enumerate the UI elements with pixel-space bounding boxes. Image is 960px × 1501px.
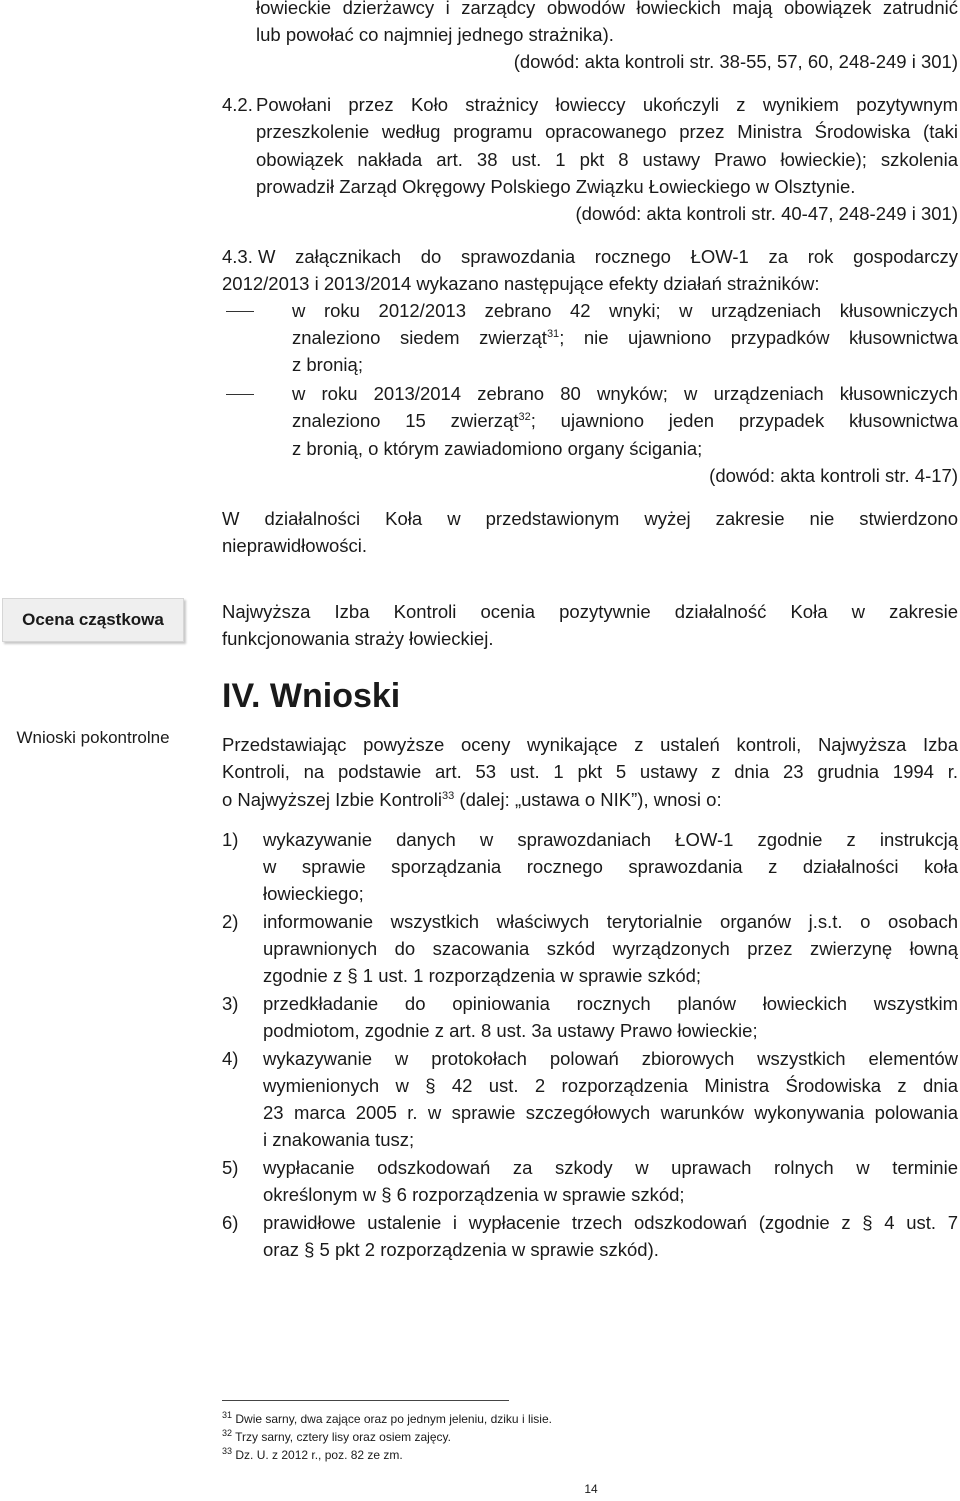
text-line: znaleziono siedem zwierząt$^{31}$; nie ujawniono przypadków kłusownictwa [292,327,959,348]
list-item-line: określonym w § 6 rozporządzenia w sprawie szkód; [263,1184,685,1205]
bullet-dash [226,311,254,312]
text-line: w roku 2012/2013 zebrano 42 wnyki; w urządzeniach kłusowniczych [292,300,958,321]
list-item-number: 1) [222,829,239,850]
list-item-line: informowanie wszystkich właściwych terytorialnie organów j.s.t. o osobach [263,911,958,932]
text-line: przeszkolenie według programu opracowanego przez Ministra Środowiska (taki [256,121,958,142]
footnote-number: 31 [222,1410,233,1420]
text-line: Powołani przez Koło strażnicy łowieccy ukończyli z wynikiem pozytywnym [256,94,958,115]
list-item-number: 6) [222,1212,239,1233]
list-item-line: wymienionych w § 42 ust. 2 rozporządzenia Ministra Środowiska z dnia [263,1075,958,1096]
list-item-line: łowieckiego; [263,883,364,904]
footnote-text: Dwie sarny, dwa zające oraz po jednym jeleniu, dziku i lisie. [235,1412,552,1426]
text-line: łowieckie dzierżawcy i zarządcy obwodów łowieckich mają obowiązek zatrudnić [256,0,958,18]
list-item-line: wykazywanie w protokołach polowań zbiorowych wszystkich elementów [263,1048,958,1069]
evidence-note: (dowód: akta kontroli str. 40-47, 248-249 i 301) [575,203,958,224]
footnote [222,1412,552,1427]
section-number: 4.2. [222,94,253,115]
footnote-separator [222,1400,509,1401]
text-line: z bronią, o którym zawiadomiono organy ścigania; [292,438,703,459]
list-item-number: 3) [222,993,239,1014]
footnote-text: Dz. U. z 2012 r., poz. 82 ze zm. [235,1448,403,1462]
evidence-note: (dowód: akta kontroli str. 4-17) [709,465,958,486]
text-line: z bronią; [292,354,363,375]
footnote [222,1448,403,1463]
footnote [222,1430,451,1445]
section-number: 4.3. [222,246,253,267]
list-item-line: wypłacanie odszkodowań za szkody w uprawach rolnych w terminie [263,1157,958,1178]
text-line: nieprawidłowości. [222,535,367,556]
footnote-number: 33 [222,1446,233,1456]
text-line: znaleziono 15 zwierząt$^{32}$; ujawniono jeden przypadek kłusownictwa [292,410,958,431]
list-item-line: przedkładanie do opiniowania rocznych planów łowieckich wszystkim [263,993,958,1014]
sidebar-label-wnioski: Wnioski pokontrolne [16,728,170,747]
list-item-number: 2) [222,911,239,932]
text-line: lub powołać co najmniej jednego strażnika). [256,24,614,45]
text-line: o Najwyższej Izbie Kontroli$^{33}$ (dalej: „ustawa o NIK”), wnosi o: [222,789,722,810]
list-item-line: 23 marca 2005 r. w sprawie szczegółowych warunków wykonywania polowania [263,1102,958,1123]
bullet-dash [226,394,254,395]
list-item-number: 5) [222,1157,239,1178]
text-line: 2012/2013 i 2013/2014 wykazano następujące efekty działań strażników: [222,273,820,294]
footnote-text: Trzy sarny, cztery lisy oraz osiem zajęcy. [235,1430,451,1444]
text-line: W załącznikach do sprawozdania rocznego ŁOW-1 za rok gospodarczy [258,246,958,267]
text-line: prowadził Zarząd Okręgowy Polskiego Związku Łowieckiego w Olsztynie. [256,176,856,197]
list-item-line: i znakowania tusz; [263,1129,415,1150]
list-item-number: 4) [222,1048,239,1069]
text-line: obowiązek nakłada art. 38 ust. 1 pkt 8 ustawy Prawo łowieckie); szkolenia [256,149,958,170]
list-item-line: oraz § 5 pkt 2 rozporządzenia w sprawie szkód). [263,1239,659,1260]
list-item-line: uprawnionych do szacowania szkód wyrządzonych przez zwierzynę łowną [263,938,958,959]
text-line: w roku 2013/2014 zebrano 80 wnyków; w urządzeniach kłusowniczych [292,383,958,404]
list-item-line: wykazywanie danych w sprawozdaniach ŁOW-1 zgodnie z instrukcją [263,829,958,850]
list-item-line: prawidłowe ustalenie i wypłacenie trzech odszkodowań (zgodnie z § 4 ust. 7 [263,1212,958,1233]
sidebar-label-ocena: Ocena cząstkowa [2,598,184,642]
text-line: funkcjonowania straży łowieckiej. [222,628,494,649]
footnote-number: 32 [222,1428,233,1438]
page-number: 14 [584,1482,598,1496]
evidence-note: (dowód: akta kontroli str. 38-55, 57, 60, 248-249 i 301) [513,51,958,72]
text-line: Kontroli, na podstawie art. 53 ust. 1 pkt 5 ustawy z dnia 23 grudnia 1994 r. [222,761,958,782]
section-heading: IV. Wnioski [222,677,401,715]
text-line: Najwyższa Izba Kontroli ocenia pozytywnie działalność Koła w zakresie [222,601,958,622]
list-item-line: zgodnie z § 1 ust. 1 rozporządzenia w sprawie szkód; [263,965,702,986]
text-line: W działalności Koła w przedstawionym wyżej zakresie nie stwierdzono [222,508,958,529]
list-item-line: w sprawie sporządzania rocznego sprawozdania z działalności koła [263,856,958,877]
text-line: Przedstawiając powyższe oceny wynikające z ustaleń kontroli, Najwyższa Izba [222,734,958,755]
list-item-line: podmiotom, zgodnie z art. 8 ust. 3a ustawy Prawo łowieckie; [263,1020,758,1041]
